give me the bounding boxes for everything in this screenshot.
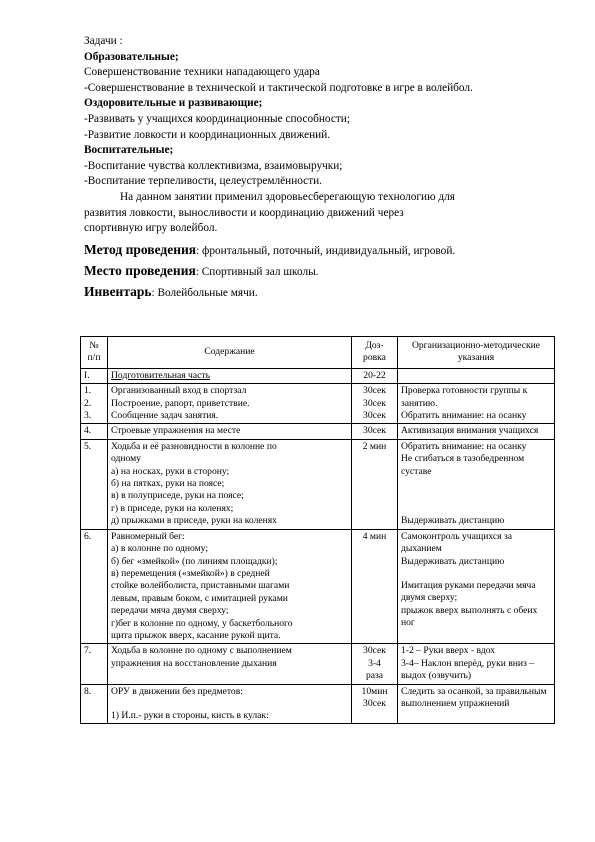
paragraph-line-1: На данном занятии применил здоровьесберегающую технологию для (120, 190, 455, 203)
educational-item-1: Совершенствование техники нападающего удара (84, 66, 320, 79)
table-row (81, 684, 555, 724)
row-content: ОРУ в движении без предметов: 1) И.п.- руки в стороны, кисть в кулак: (108, 684, 352, 724)
place-label: Место проведения (84, 262, 196, 278)
section-org (398, 368, 555, 383)
table-row (81, 439, 555, 529)
equipment-label: Инвентарь (84, 283, 152, 299)
row-dose: 30сек (352, 424, 398, 439)
row-content: Организованный вход в спортзал Построение, рапорт, приветствие. Сообщение задач занятия. (108, 384, 352, 424)
section-title: Подготовительная часть (108, 368, 352, 383)
lesson-plan-table (80, 336, 555, 724)
row-org: 1-2 – Руки вверх - вдох 3-4– Наклон вперёд, руки вниз – выдох (озвучить) (398, 644, 555, 684)
header-num: № п/п (81, 337, 108, 369)
row-org: Проверка готовности группы к занятию. Обратить внимание: на осанку (398, 384, 555, 424)
row-org: Следить за осанкой, за правильным выполнением упражнений (398, 684, 555, 724)
section-row (81, 368, 555, 383)
table-row (81, 644, 555, 684)
row-num: 8. (81, 684, 108, 724)
upbringing-item-1: -Воспитание чувства коллективизма, взаимовыручки; (84, 159, 343, 172)
table-header-row (81, 337, 555, 369)
method-value: : фронтальный, поточный, индивидуальный, игровой. (196, 244, 456, 257)
row-num: 4. (81, 424, 108, 439)
place-value: : Спортивный зал школы. (195, 265, 319, 278)
paragraph-line-3: спортивную игру волейбол. (84, 222, 218, 235)
tasks-label: Задачи : (84, 35, 123, 47)
upbringing-item-2: -Воспитание терпеливости, целеустремлённости. (84, 175, 322, 188)
table-row (81, 424, 555, 439)
table-row (81, 529, 555, 644)
row-org: Самоконтроль учащихся за дыханием Выдерживать дистанцию Имитация руками передачи мяча двумя сверху; прыжок вверх выполнять с обеих ног (398, 529, 555, 644)
row-dose: 30сек 3-4 раза (352, 644, 398, 684)
method-line (84, 240, 552, 261)
method-label: Метод проведения (84, 241, 197, 257)
equipment-line (84, 282, 552, 303)
row-dose: 2 мин (352, 439, 398, 529)
health-label: Оздоровительные и развивающие; (84, 97, 263, 110)
row-num: 5. (81, 439, 108, 529)
table-row (81, 384, 555, 424)
header-content: Содержание (108, 337, 352, 369)
health-item-1: -Развивать у учащихся координационные способности; (84, 112, 350, 125)
row-content: Ходьба в колонне по одному с выполнением упражнения на восстановление дыхания (108, 644, 352, 684)
educational-item-2: -Совершенствование в технической и тактической подготовке в игре в волейбол. (84, 81, 473, 94)
row-dose: 10мин 30сек (352, 684, 398, 724)
row-num: 6. (81, 529, 108, 644)
row-num: 1. 2. 3. (81, 384, 108, 424)
place-line (84, 261, 552, 282)
educational-label: Образовательные; (84, 50, 179, 63)
row-org: Обратить внимание: на осанку Не сгибаться в тазобедренном суставе Выдерживать дистанцию (398, 439, 555, 529)
equipment-value: : Волейбольные мячи. (151, 286, 258, 299)
section-dose: 20-22 (352, 368, 398, 383)
header-org: Организационно-методические указания (398, 337, 555, 369)
row-dose: 30сек 30сек 30сек (352, 384, 398, 424)
row-content: Строевые упражнения на месте (108, 424, 352, 439)
intro-section (84, 34, 552, 303)
section-num: I. (81, 368, 108, 383)
row-dose: 4 мин (352, 529, 398, 644)
row-content: Ходьба и её разновидности в колонне по одному а) на носках, руки в сторону; б) на пятках, руки на поясе; в) в полуприседе, руки на поясе; г) в приседе, руки на коленях; д) прыжками в приседе, руки на коленях (108, 439, 352, 529)
row-content: Равномерный бег: а) в колонне по одному; б) бег «змейкой» (по линиям площадки); в) перемещения («змейкой») в средней стойке волейболиста, приставными шагами левым, правым боком, с имитацией руками передачи мяча двумя сверху; г)бег в колонне по одному, у баскетбольного щита прыжок вверх, касание рукой щита. (108, 529, 352, 644)
paragraph-line-2: развития ловкости, выносливости и координацию движений через (84, 206, 404, 219)
health-item-2: -Развитие ловкости и координационных движений. (84, 128, 331, 141)
upbringing-label: Воспитательные; (84, 144, 174, 157)
row-num: 7. (81, 644, 108, 684)
row-org: Активизация внимания учащихся (398, 424, 555, 439)
header-dose: Доз- ровка (352, 337, 398, 369)
